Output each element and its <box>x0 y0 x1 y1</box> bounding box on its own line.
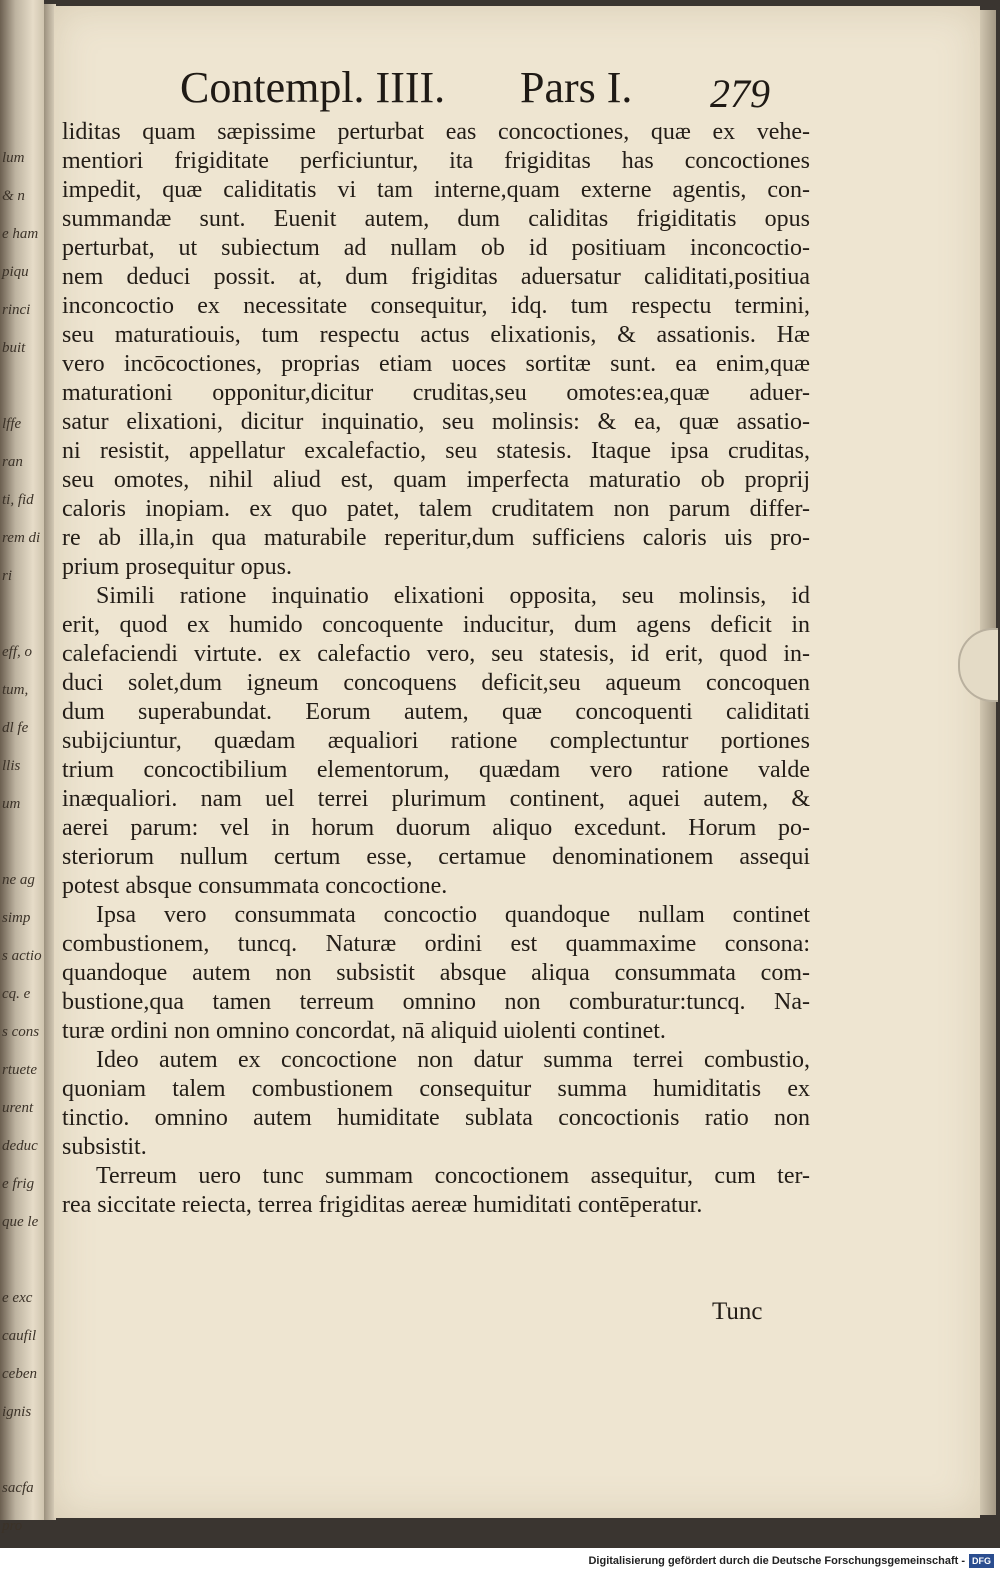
text-line: nem deduci possit. at, dum frigiditas aduersatur caliditati,positiua <box>62 264 810 290</box>
facing-page-text-fragment: piqu <box>2 264 29 280</box>
facing-page-text-fragment: llis <box>2 758 21 774</box>
text-line: subijciuntur, quædam æqualiori ratione complectuntur portiones <box>62 728 810 754</box>
text-line: summandæ sunt. Euenit autem, dum caliditas frigiditatis opus <box>62 206 810 232</box>
running-head <box>180 62 800 122</box>
dfg-credit: Digitalisierung gefördert durch die Deutsche Forschungsgemeinschaft - <box>588 1555 965 1567</box>
head-part: Pars I. <box>520 63 633 112</box>
facing-page-edge <box>0 0 44 1534</box>
facing-page-text-fragment: rem di <box>2 530 41 546</box>
text-line: quoniam talem combustionem consequitur summa humiditatis ex <box>62 1076 810 1102</box>
facing-page-text-fragment: lum <box>2 150 25 166</box>
text-line: Ipsa vero consummata concoctio quandoque nullam continet <box>96 902 810 928</box>
text-line: vero incōcoctiones, proprias etiam uoces sortitæ sunt. ea enim,quæ <box>62 351 810 377</box>
digitization-footer <box>0 1548 1000 1574</box>
text-line: turæ ordini non omnino concordat, nā aliquid uiolenti continet. <box>62 1018 666 1044</box>
text-line: prium prosequitur opus. <box>62 554 292 580</box>
facing-page-text-fragment: lffe <box>2 416 22 432</box>
text-line: Terreum uero tunc summam concoctionem assequitur, cum ter- <box>96 1163 810 1189</box>
facing-page-text-fragment: tum, <box>2 682 29 698</box>
facing-page-text-fragment: caufil <box>2 1328 37 1344</box>
text-line: subsistit. <box>62 1134 147 1160</box>
facing-page-text-fragment: ran <box>2 454 23 470</box>
text-line: maturationi opponitur,dicitur cruditas,seu omotes:ea,quæ aduer- <box>62 380 810 406</box>
text-line: calefaciendi virtute. ex calefactio vero, seu statesis, id erit, quod in- <box>62 641 810 667</box>
facing-page-text-fragment: pro <box>2 1518 23 1534</box>
text-line: re ab illa,in qua maturabile reperitur,dum sufficiens caloris uis pro- <box>62 525 810 551</box>
facing-page-text-fragment: e exc <box>2 1290 33 1306</box>
text-line: erit, quod ex humido concoquente inducitur, dum agens deficit in <box>62 612 810 638</box>
text-line: Simili ratione inquinatio elixationi opposita, seu molinsis, id <box>96 583 810 609</box>
page-number: 279 <box>710 71 770 116</box>
facing-page-text-fragment: eff, o <box>2 644 32 660</box>
text-line: bustione,qua tamen terreum omnino non comburatur:tuncq. Na- <box>62 989 810 1015</box>
text-line: perturbat, ut subiectum ad nullam ob id positiuam inconcoctio- <box>62 235 810 261</box>
facing-page-text-fragment: ne ag <box>2 872 35 888</box>
right-page-edge <box>978 10 996 1515</box>
text-line: dum superabundat. Eorum autem, quæ concoquenti caliditati <box>62 699 810 725</box>
head-title: Contempl. IIII. <box>180 63 446 112</box>
facing-page-text-fragment: ceben <box>2 1366 37 1382</box>
facing-page-text-fragment: um <box>2 796 21 812</box>
text-line: combustionem, tuncq. Naturæ ordini est quammaxime consona: <box>62 931 810 957</box>
facing-page-text-fragment: que le <box>2 1214 39 1230</box>
body-text <box>62 118 810 1220</box>
facing-page-text-fragment: buit <box>2 340 26 356</box>
text-line: liditas quam sæpissime perturbat eas concoctiones, quæ ex vehe- <box>62 119 810 145</box>
facing-page-text-fragment: ti, fid <box>2 492 34 508</box>
text-line: mentiori frigiditate perficiuntur, ita frigiditas has concoctiones <box>62 148 810 174</box>
text-line: impedit, quæ caliditatis vi tam interne,quam externe agentis, con- <box>62 177 810 203</box>
text-line: trium concoctibilium elementorum, quædam vero ratione valde <box>62 757 810 783</box>
facing-page-text-fragment: ri <box>2 568 13 584</box>
facing-page-text-fragment: urent <box>2 1100 34 1116</box>
facing-page-text-fragment: rinci <box>2 302 31 318</box>
text-line: rea siccitate reiecta, terrea frigiditas aereæ humiditati contēperatur. <box>62 1192 703 1218</box>
facing-page-text-fragment: ignis <box>2 1404 32 1420</box>
text-line: quandoque autem non subsistit absque aliqua consummata com- <box>62 960 810 986</box>
text-line: aerei parum: vel in horum duorum aliquo excedunt. Horum po- <box>62 815 810 841</box>
facing-page-text-fragment: simp <box>2 910 31 926</box>
text-line: inconcoctio ex necessitate consequitur, idq. tum respectu termini, <box>62 293 810 319</box>
facing-page-text-fragment: cq. e <box>2 986 31 1002</box>
text-line: tinctio. omnino autem humiditate sublata concoctionis ratio non <box>62 1105 810 1131</box>
text-line: satur elixationi, dicitur inquinatio, seu molinsis: & ea, quæ assatio- <box>62 409 810 435</box>
text-line: seu omotes, nihil aliud est, quam imperfecta maturatio ob proprij <box>62 467 810 493</box>
text-line: steriorum nullum certum esse, certamue denominationem assequi <box>62 844 810 870</box>
text-line: caloris inopiam. ex quo patet, talem cruditatem non parum differ- <box>62 496 810 522</box>
dfg-logo: DFG <box>969 1554 994 1568</box>
facing-page-text-fragment: e frig <box>2 1176 35 1192</box>
facing-page-text-fragment: s actio <box>2 948 42 964</box>
facing-page-text-fragment: sacfa <box>2 1480 34 1496</box>
catchword: Tunc <box>712 1298 763 1325</box>
facing-page-text-fragment: dl fe <box>2 720 29 736</box>
text-line: inæqualiori. nam uel terrei plurimum continent, aquei autem, & <box>62 786 810 812</box>
text-line: potest absque consummata concoctione. <box>62 873 448 899</box>
text-line: Ideo autem ex concoctione non datur summa terrei combustio, <box>96 1047 810 1073</box>
facing-page-text-fragment: rtuete <box>2 1062 37 1078</box>
facing-page-text-fragment: deduc <box>2 1138 38 1154</box>
text-line: seu maturatiouis, tum respectu actus elixationis, & assationis. Hæ <box>62 322 810 348</box>
facing-page-text-fragment: e ham <box>2 226 39 242</box>
text-line: ni resistit, appellatur excalefactio, seu statesis. Itaque ipsa cruditas, <box>62 438 810 464</box>
facing-page-text-fragment: & n <box>2 188 25 204</box>
text-line: duci solet,dum igneum concoquens deficit,seu aqueum concoquen <box>62 670 810 696</box>
facing-page-text-fragment: s cons <box>2 1024 40 1040</box>
